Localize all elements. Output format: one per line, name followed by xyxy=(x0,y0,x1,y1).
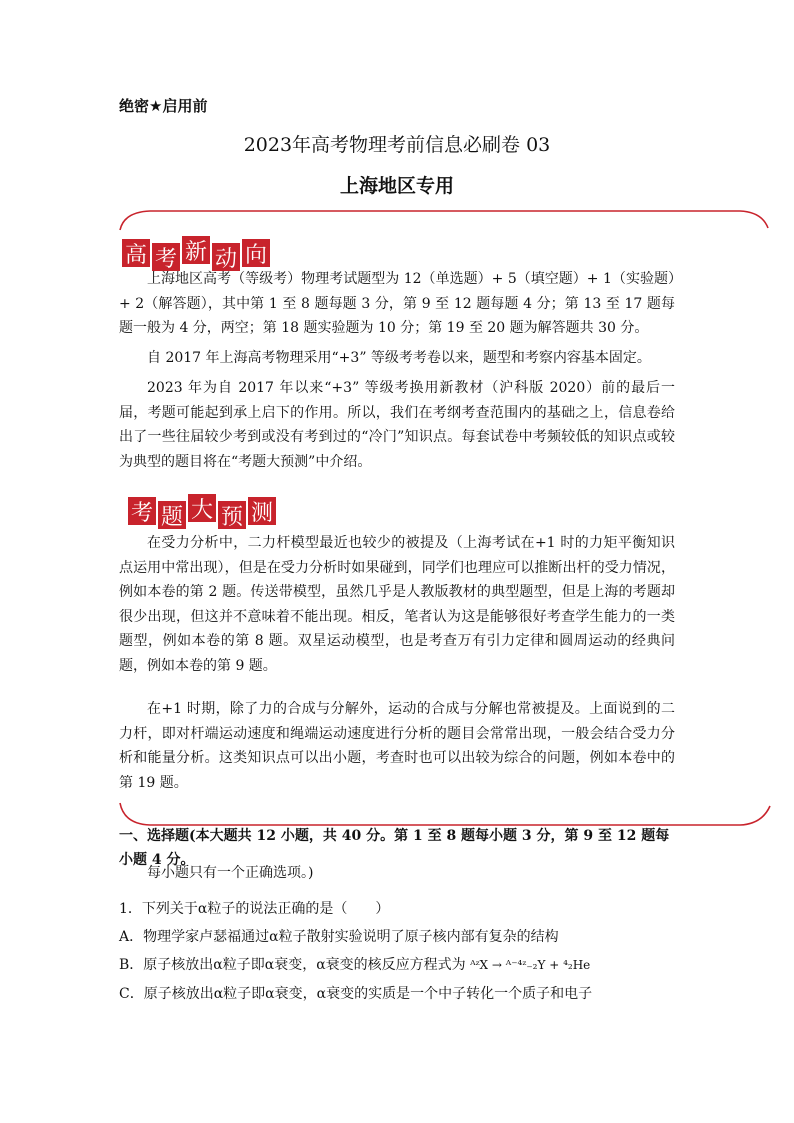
option-b-formula: ᴬᶻX → ᴬ⁻⁴ᶻ₋₂Y + ⁴₂He xyxy=(470,958,591,972)
page-title: 2023年高考物理考前信息必刷卷 03 xyxy=(243,134,551,156)
section-note: 每小题只有一个正确选项。) xyxy=(147,865,314,881)
banner-char: 考 xyxy=(152,243,180,271)
frame-top-curve xyxy=(120,211,768,230)
secret-label: 绝密★启用前 xyxy=(119,97,208,115)
banner-char: 测 xyxy=(248,497,276,525)
prediction-paragraph-1: 在受力分析中，二力杆模型最近也较少的被提及（上海考试在+1 时的力矩平衡知识点运用中常出现），但是在受力分析时如果碰到，同学们也理应可以推断出杆的受力情况，例如本卷的第 2 题。传送带模型，虽然几乎是人教版教材的典型题型，但是上海的考题却很少出现，但这并不意味着不能出现。相反，笔者认为这是能够很好考查学生能力的一类题型，例如本卷的第 8 题。双星运动模型，也是考查万有引力定律和圆周运动的经典问题，例如本卷的第 9 题。 xyxy=(119,535,675,674)
question-1-option-b xyxy=(119,954,590,976)
banner-char: 预 xyxy=(218,501,246,529)
new-trend-paragraph-3: 2023 年为自 2017 年以来“+3” 等级考换用新教材（沪科版 2020）前的最后一届，考题可能起到承上启下的作用。所以，我们在考纲考查范围内的基础之上，信息卷给出了一些往届较少考到或没有考到过的“冷门”知识点。每套试卷中考频较低的知识点或较为典型的题目将在“考题大预测”中介绍。 xyxy=(119,380,675,470)
banner-char: 动 xyxy=(212,243,240,271)
question-1-stem: 1．下列关于α粒子的说法正确的是（ ） xyxy=(119,901,390,917)
frame-bottom-curve xyxy=(120,803,770,825)
banner-char: 考 xyxy=(128,497,156,525)
question-1-option-c: C．原子核放出α粒子即α衰变，α衰变的实质是一个中子转化一个质子和电子 xyxy=(119,986,593,1002)
option-b-text: B．原子核放出α粒子即α衰变，α衰变的核反应方程式为 xyxy=(119,957,466,973)
new-trend-paragraph-1: 上海地区高考（等级考）物理考试题型为 12（单选题）+ 5（填空题）+ 1（实验题）+ 2（解答题），其中第 1 至 8 题每题 3 分，第 9 至 12 题每题 4 分；第 13 至 17 题每题一般为 4 分，两空；第 18 题实验题为 10 分；第 19 至 20 题为解答题共 30 分。 xyxy=(119,271,675,336)
banner-char: 新 xyxy=(182,236,210,264)
banner-new-trend xyxy=(122,233,272,272)
section-heading: 一、选择题(本大题共 12 小题，共 40 分。第 1 至 8 题每小题 3 分，第 9 至 12 题每小题 4 分。 xyxy=(119,828,670,868)
banner-char: 题 xyxy=(158,501,186,529)
question-1-option-a: A．物理学家卢瑟福通过α粒子散射实验说明了原子核内部有复杂的结构 xyxy=(119,929,559,945)
prediction-paragraph-2: 在+1 时期，除了力的合成与分解外，运动的合成与分解也常被提及。上面说到的二力杆，即对杆端运动速度和绳端运动速度进行分析的题目会常常出现，一般会结合受力分析和能量分析。这类知识点可以出小题，考查时也可以出较为综合的问题，例如本卷中的第 19 题。 xyxy=(119,701,675,791)
banner-prediction xyxy=(128,491,278,530)
new-trend-paragraph-2: 自 2017 年上海高考物理采用“+3” 等级考考卷以来，题型和考察内容基本固定。 xyxy=(147,350,651,366)
page-subtitle: 上海地区专用 xyxy=(339,175,454,197)
banner-char: 向 xyxy=(242,239,270,267)
banner-char: 大 xyxy=(188,494,216,522)
banner-char: 高 xyxy=(122,239,150,267)
